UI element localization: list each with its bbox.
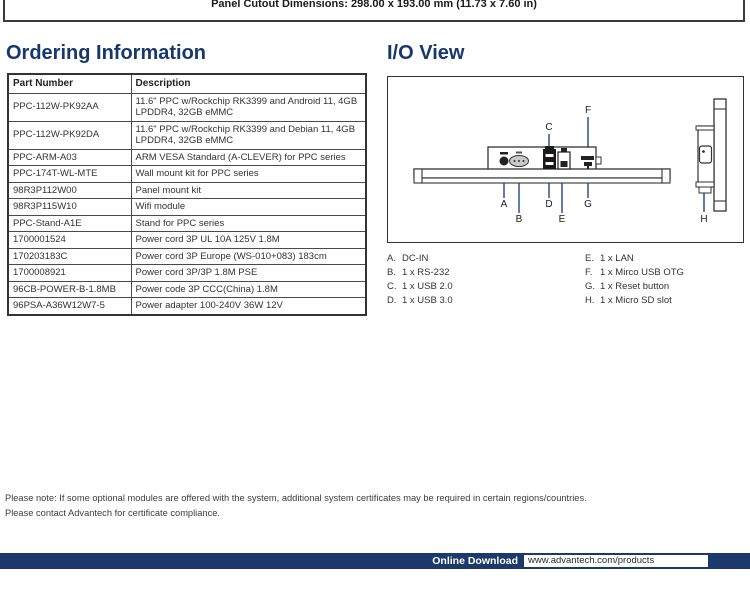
usb-stack-icon: [543, 146, 556, 169]
footer-bar: [0, 553, 750, 569]
part-number-cell: PPC-112W-PK92AA: [8, 93, 131, 121]
compartment-tab: [596, 157, 601, 164]
description-cell: ARM VESA Standard (A-CLEVER) for PPC series: [131, 149, 366, 166]
panel-cutout-text: Panel Cutout Dimensions: 298.00 x 193.00 mm (11.73 x 7.60 in): [211, 0, 537, 10]
legend-item-h: [585, 294, 684, 308]
legend-text: 1 x Reset button: [600, 281, 670, 292]
legend-key: F.: [585, 267, 593, 278]
part-number-cell: 96PSA-A36W12W7-5: [8, 298, 131, 315]
table-row: [8, 149, 366, 166]
callout-letter-b: B: [515, 214, 523, 225]
description-cell: Panel mount kit: [131, 182, 366, 199]
part-number-cell: 96CB-POWER-B-1.8MB: [8, 281, 131, 298]
callout-letter-c: C: [545, 122, 553, 133]
part-number-cell: 98R3P115W10: [8, 199, 131, 216]
legend-key: E.: [585, 253, 594, 264]
table-row: [8, 182, 366, 199]
description-cell: Power cord 3P UL 10A 125V 1.8M: [131, 232, 366, 249]
online-download-label: Online Download: [432, 555, 518, 567]
part-number-cell: PPC-174T-WL-MTE: [8, 166, 131, 183]
table-row: [8, 121, 366, 149]
description-cell: Wall mount kit for PPC series: [131, 166, 366, 183]
legend-key: G.: [585, 281, 596, 292]
legend-text: DC-IN: [402, 253, 429, 264]
legend-item-g: [585, 280, 684, 294]
legend-text: 1 x Mirco USB OTG: [600, 267, 684, 278]
panel-bar-right-cap: [662, 169, 670, 183]
legend-key: H.: [585, 295, 595, 306]
part-number-cell: PPC-ARM-A03: [8, 149, 131, 166]
table-row: [8, 93, 366, 121]
description-cell: Stand for PPC series: [131, 215, 366, 232]
footnotes: [5, 491, 587, 521]
dc-jack-icon: [500, 152, 509, 166]
panel-bar-left-cap: [414, 169, 422, 183]
legend-item-e: [585, 252, 684, 266]
part-number-cell: 170203183C: [8, 248, 131, 265]
description-cell: 11.6" PPC w/Rockchip RK3399 and Android 11, 4GB LPDDR4, 32GB eMMC: [131, 93, 366, 121]
legend-text: 1 x Micro SD slot: [600, 295, 672, 306]
callout-letter-a: A: [500, 199, 508, 210]
table-row: [8, 265, 366, 282]
panel-cutout-banner: [3, 0, 745, 22]
description-cell: 11.6" PPC w/Rockchip RK3399 and Debian 11, 4GB LPDDR4, 32GB eMMC: [131, 121, 366, 149]
legend-text: 1 x USB 3.0: [402, 295, 453, 306]
callout-letter-d: D: [545, 199, 553, 210]
description-cell: Power cord 3P Europe (WS-010+083) 183cm: [131, 248, 366, 265]
table-row: [8, 166, 366, 183]
table-row: [8, 248, 366, 265]
description-cell: Wifi module: [131, 199, 366, 216]
legend-item-b: [387, 266, 453, 280]
description-cell: Power adapter 100-240V 36W 12V: [131, 298, 366, 315]
panel-bar-lip: [421, 178, 663, 183]
table-header-row: [8, 74, 366, 93]
panel-bar: [414, 169, 670, 178]
download-url[interactable]: www.advantech.com/products: [528, 555, 655, 566]
io-view-title: I/O View: [387, 42, 465, 64]
part-number-cell: 98R3P112W00: [8, 182, 131, 199]
io-legend-left: [387, 252, 453, 308]
part-number-cell: PPC-Stand-A1E: [8, 215, 131, 232]
col-header-part-number: Part Number: [8, 74, 131, 93]
io-legend-right: [585, 252, 684, 308]
legend-text: 1 x LAN: [600, 253, 634, 264]
part-number-cell: 1700008921: [8, 265, 131, 282]
side-view-panel: [714, 99, 726, 211]
description-cell: Power code 3P CCC(China) 1.8M: [131, 281, 366, 298]
legend-key: D.: [387, 295, 397, 306]
legend-key: A.: [387, 253, 396, 264]
table-row: [8, 215, 366, 232]
callout-letter-g: G: [584, 199, 592, 210]
callout-letter-h: H: [700, 214, 708, 225]
part-number-cell: 1700001524: [8, 232, 131, 249]
part-number-cell: PPC-112W-PK92DA: [8, 121, 131, 149]
legend-item-c: [387, 280, 453, 294]
legend-text: 1 x USB 2.0: [402, 281, 453, 292]
table-row: [8, 232, 366, 249]
legend-item-f: [585, 266, 684, 280]
legend-item-a: [387, 252, 453, 266]
description-cell: Power cord 3P/3P 1.8M PSE: [131, 265, 366, 282]
note-line-1: Please note: If some optional modules are offered with the system, additional system certificates may be required in certain regions/countries.: [5, 493, 587, 503]
legend-key: B.: [387, 267, 396, 278]
micro-usb-otg-icon: [581, 156, 594, 160]
ordering-information-title: Ordering Information: [6, 42, 206, 64]
callout-letter-f: F: [584, 105, 592, 116]
legend-item-d: [387, 294, 453, 308]
ordering-table: [7, 73, 367, 316]
legend-text: 1 x RS-232: [402, 267, 450, 278]
note-line-2: Please contact Advantech for certificate compliance.: [5, 508, 220, 518]
download-url-box[interactable]: [524, 555, 708, 567]
table-row: [8, 281, 366, 298]
table-row: [8, 298, 366, 315]
legend-key: C.: [387, 281, 397, 292]
callout-letter-e: E: [558, 214, 566, 225]
micro-sd-slot-icon: [700, 146, 712, 163]
col-header-description: Description: [131, 74, 366, 93]
table-row: [8, 199, 366, 216]
io-diagram: [387, 76, 744, 243]
